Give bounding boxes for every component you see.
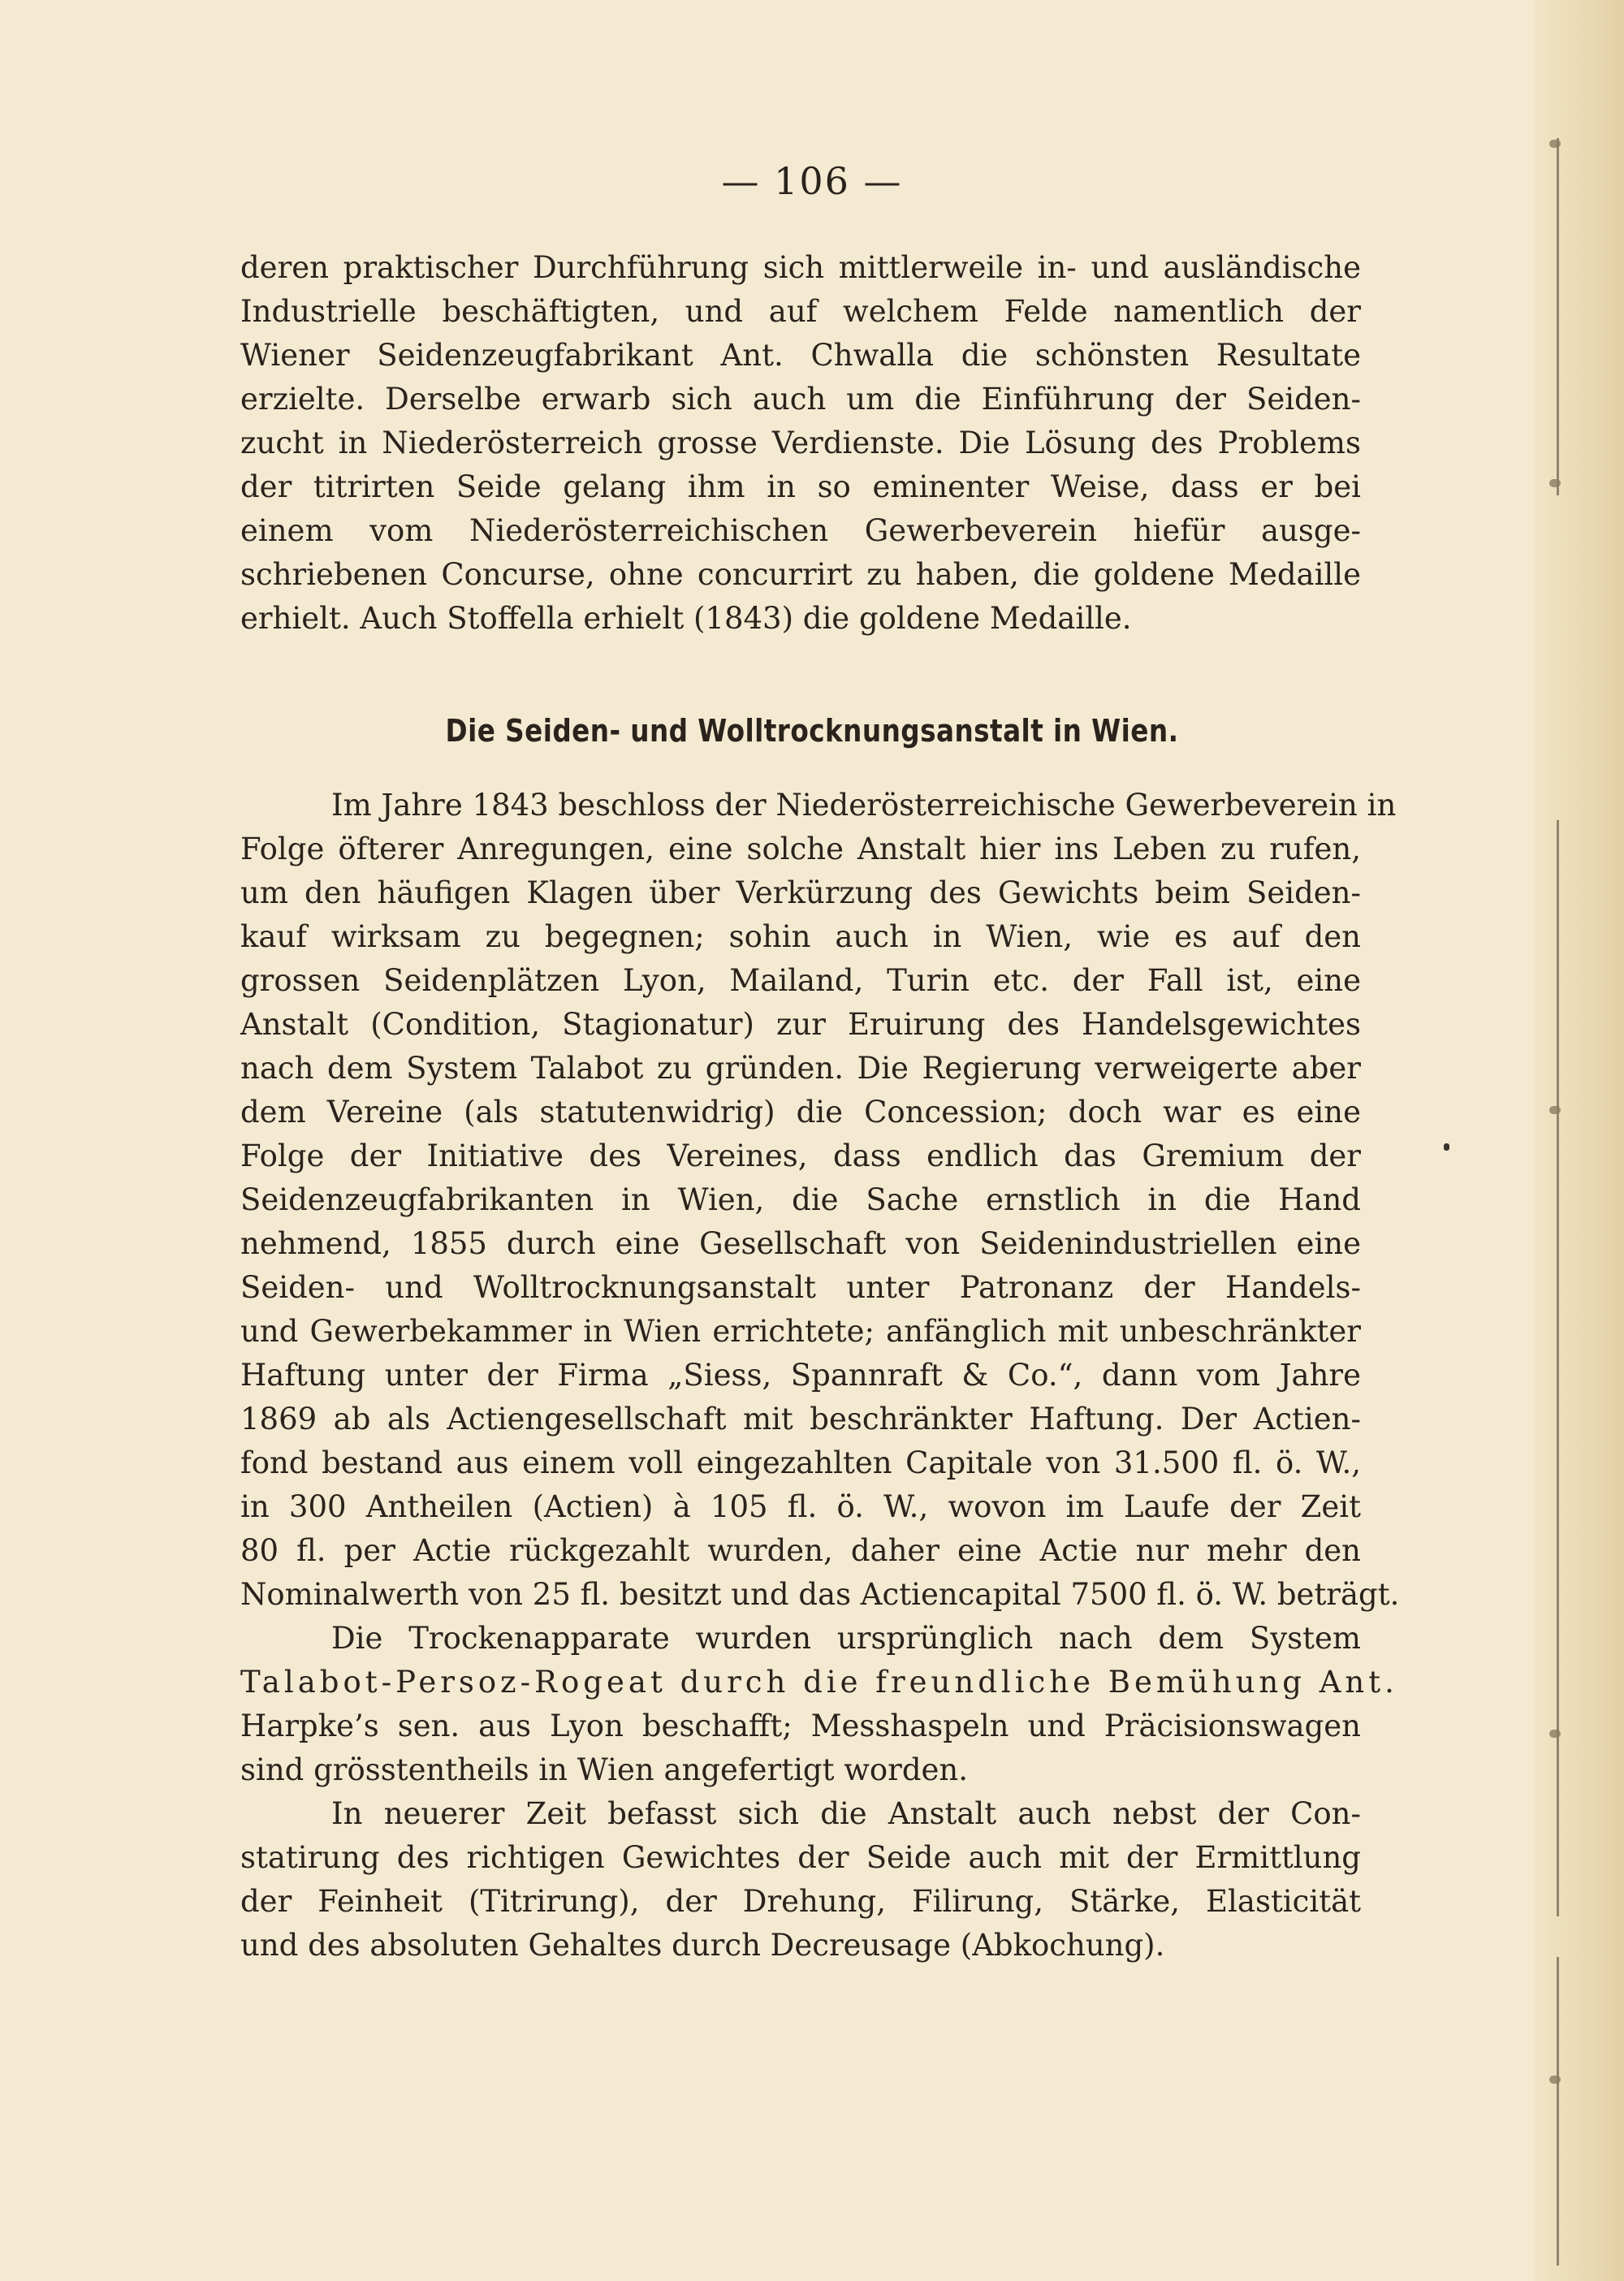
page-number: — 106 —: [721, 159, 903, 203]
text-line: Haftung unter der Firma „Siess, Spannraft & Co.“, dann vom Jahre: [240, 1358, 1361, 1393]
edge-mark-1: [1549, 140, 1561, 148]
edge-mark-4: [1549, 1730, 1561, 1738]
text-line: schriebenen Concurse, ohne concurrirt zu haben, die goldene Medaille: [240, 557, 1361, 592]
text-line: Folge der Initiative des Vereines, dass endlich das Gremium der: [240, 1138, 1361, 1173]
text-line: sind grösstentheils in Wien angefertigt worden.: [240, 1752, 969, 1787]
text-line: Anstalt (Condition, Stagionatur) zur Eruirung des Handelsgewichtes: [240, 1007, 1361, 1042]
margin-speck: [1444, 1143, 1449, 1151]
edge-mark-2: [1549, 479, 1561, 487]
section-heading: Die Seiden- und Wolltrocknungsanstalt in Wien.: [445, 713, 1179, 749]
text-line: Seiden- und Wolltrocknungsanstalt unter Patronanz der Handels-: [240, 1270, 1361, 1305]
page-edge: [1535, 0, 1624, 2281]
text-line: erzielte. Derselbe erwarb sich auch um die Einführung der Seiden-: [240, 382, 1361, 417]
text-line: Talabot-Persoz-Rogeat durch die freundliche Bemühung Ant.: [240, 1665, 1398, 1700]
text-line: statirung des richtigen Gewichtes der Seide auch mit der Ermittlung: [240, 1840, 1361, 1875]
text-line: zucht in Niederösterreich grosse Verdienste. Die Lösung des Problems: [240, 426, 1361, 460]
text-line: und Gewerbekammer in Wien errichtete; anfänglich mit unbeschränkter: [240, 1314, 1361, 1349]
paragraph-history: [240, 784, 1400, 1617]
text-line: erhielt. Auch Stoffella erhielt (1843) die goldene Medaille.: [240, 601, 1132, 636]
edge-mark-3: [1549, 1106, 1561, 1114]
text-line: Wiener Seidenzeugfabrikant Ant. Chwalla die schönsten Resultate: [240, 338, 1361, 373]
text-line: dem Vereine (als statutenwidrig) die Concession; doch war es eine: [240, 1095, 1361, 1130]
text-line: Industrielle beschäftigten, und auf welchem Felde namentlich der: [240, 294, 1361, 329]
text-line: der Feinheit (Titrirung), der Drehung, Filirung, Stärke, Elasticität: [240, 1884, 1361, 1919]
text-line: 80 fl. per Actie rückgezahlt wurden, daher eine Actie nur mehr den: [240, 1533, 1361, 1568]
text-line: fond bestand aus einem voll eingezahlten Capitale von 31.500 fl. ö. W.,: [240, 1445, 1361, 1480]
text-line: nach dem System Talabot zu gründen. Die Regierung verweigerte aber: [240, 1051, 1361, 1086]
paragraph-modern: [240, 1792, 1361, 1968]
text-line: Im Jahre 1843 beschloss der Niederösterreichische Gewerbeverein in: [331, 788, 1397, 823]
text-line: und des absoluten Gehaltes durch Decreusage (Abkochung).: [240, 1928, 1165, 1963]
text-line: kauf wirksam zu begegnen; sohin auch in Wien, wie es auf den: [240, 919, 1361, 954]
paragraph-continuation: [240, 246, 1361, 641]
text-line: nehmend, 1855 durch eine Gesellschaft von Seidenindustriellen eine: [240, 1226, 1361, 1261]
text-line: 1869 ab als Actiengesellschaft mit beschränkter Haftung. Der Actien-: [240, 1402, 1361, 1436]
text-line: Folge öfterer Anregungen, eine solche Anstalt hier ins Leben zu rufen,: [240, 832, 1361, 866]
text-line: der titrirten Seide gelang ihm in so eminenter Weise, dass er bei: [240, 469, 1361, 504]
text-line: um den häufigen Klagen über Verkürzung des Gewichts beim Seiden-: [240, 875, 1361, 910]
text-line: in 300 Antheilen (Actien) à 105 fl. ö. W., wovon im Laufe der Zeit: [240, 1489, 1361, 1524]
text-line: einem vom Niederösterreichischen Gewerbeverein hiefür ausge-: [240, 513, 1361, 548]
edge-mark-5: [1549, 2076, 1561, 2084]
text-line: Seidenzeugfabrikanten in Wien, die Sache ernstlich in die Hand: [240, 1182, 1361, 1217]
paragraph-apparatus: [240, 1617, 1398, 1792]
page-edge-rule-bottom: [1557, 1957, 1559, 2266]
text-line: Harpke’s sen. aus Lyon beschafft; Messhaspeln und Präcisionswagen: [240, 1709, 1361, 1743]
page-edge-rule-middle: [1557, 820, 1559, 1916]
text-line: deren praktischer Durchführung sich mittlerweile in- und ausländische: [240, 250, 1361, 285]
text-line: In neuerer Zeit befasst sich die Anstalt auch nebst der Con-: [331, 1796, 1361, 1831]
text-line: Die Trockenapparate wurden ursprünglich nach dem System: [331, 1621, 1361, 1656]
text-line: grossen Seidenplätzen Lyon, Mailand, Turin etc. der Fall ist, eine: [240, 963, 1361, 998]
text-line: Nominalwerth von 25 fl. besitzt und das Actiencapital 7500 fl. ö. W. beträgt.: [240, 1577, 1400, 1612]
